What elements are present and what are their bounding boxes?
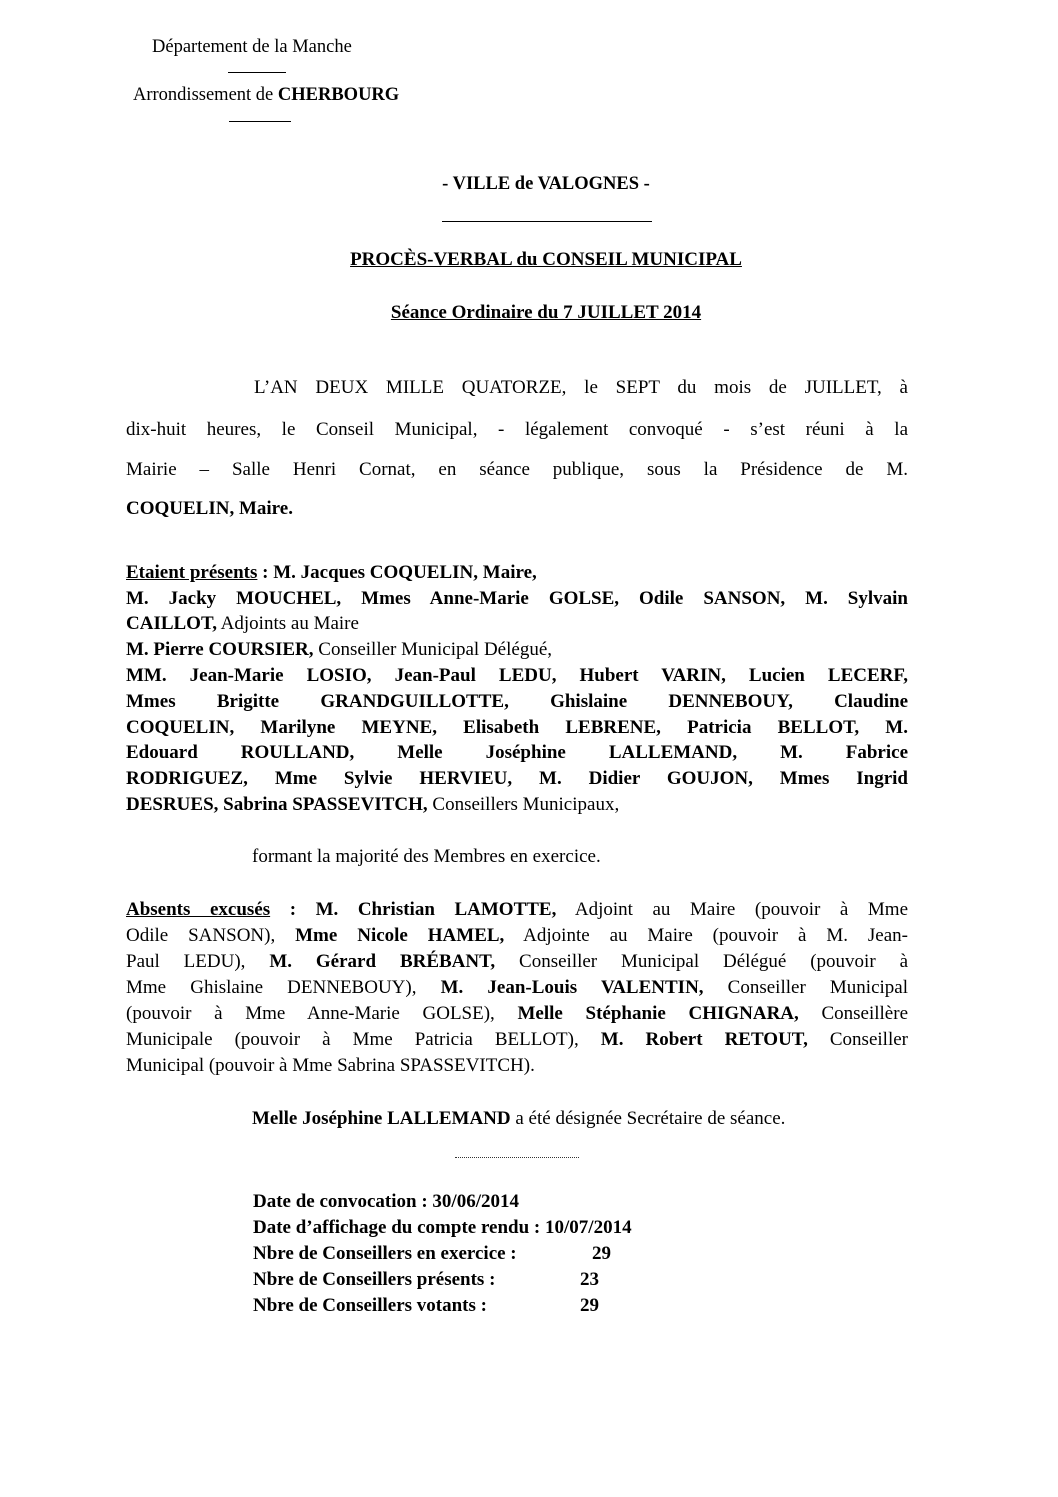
arrondissement-city: CHERBOURG	[277, 85, 400, 105]
intro-line-1: L’AN DEUX MILLE QUATORZE, le SEPT du mois de JUILLET, à	[254, 377, 908, 398]
presents-delegue-role: Conseiller Municipal Délégué,	[313, 639, 553, 660]
intro-line-3: Mairie – Salle Henri Cornat, en séance publique, sous la Présidence de M.	[126, 459, 908, 480]
separator-dotted	[455, 1157, 579, 1158]
ville-title: - VILLE de VALOGNES -	[442, 174, 650, 194]
absents-text: Municipale (pouvoir à Mme Patricia BELLOT),	[126, 1029, 601, 1050]
absents-text: Adjointe au Maire (pouvoir à M. Jean-	[504, 925, 908, 946]
affichage-date: Date d’affichage du compte rendu : 10/07/2014	[253, 1217, 632, 1238]
presents-line-5: MM. Jean-Marie LOSIO, Jean-Paul LEDU, Hubert VARIN, Lucien LECERF,	[126, 665, 908, 686]
count-presents-label: Nbre de Conseillers présents :	[253, 1269, 496, 1290]
presents-conseillers-role: Conseillers Municipaux,	[427, 794, 620, 815]
absents-line-7: Municipal (pouvoir à Mme Sabrina SPASSEVITCH).	[126, 1055, 535, 1076]
arrondissement-heading	[133, 85, 399, 106]
absent-chignara: Melle Stéphanie CHIGNARA,	[517, 1003, 799, 1024]
count-votants-label: Nbre de Conseillers votants :	[253, 1295, 487, 1316]
convocation-date: Date de convocation : 30/06/2014	[253, 1191, 519, 1212]
majority-statement: formant la majorité des Membres en exercice.	[252, 846, 601, 867]
absents-text: (pouvoir à Mme Anne-Marie GOLSE),	[126, 1003, 518, 1024]
presents-label: Etaient présents	[126, 562, 258, 583]
intro-line-4: COQUELIN, Maire.	[126, 498, 293, 519]
absents-text: Conseillère	[798, 1003, 908, 1024]
presents-line-2: M. Jacky MOUCHEL, Mmes Anne-Marie GOLSE, Odile SANSON, M. Sylvain	[126, 588, 908, 609]
absent-brebant: M. Gérard BRÉBANT,	[269, 951, 496, 972]
title-rule	[442, 221, 652, 222]
count-exercice-value: 29	[592, 1243, 611, 1264]
presents-mayor: : M. Jacques COQUELIN, Maire,	[262, 562, 537, 583]
absents-text: Odile SANSON),	[126, 925, 296, 946]
absents-text: Conseiller	[807, 1029, 908, 1050]
absents-line-3	[126, 951, 908, 973]
presents-line-3	[126, 613, 908, 635]
header-rule-2	[229, 121, 291, 122]
absents-label: Absents excusés	[126, 899, 271, 920]
presents-line-4	[126, 639, 908, 661]
presents-last-names: DESRUES, Sabrina SPASSEVITCH,	[126, 794, 428, 815]
absent-hamel: Mme Nicole HAMEL,	[295, 925, 505, 946]
header-rule-1	[228, 72, 286, 73]
absents-text: Paul LEDU),	[126, 951, 270, 972]
intro-line-2: dix-huit heures, le Conseil Municipal, - légalement convoqué - s’est réuni à la	[126, 419, 908, 440]
count-exercice	[253, 1243, 611, 1265]
count-presents	[253, 1269, 599, 1291]
presents-line-10	[126, 794, 908, 816]
pv-title: PROCÈS-VERBAL du CONSEIL MUNICIPAL	[350, 249, 742, 270]
count-exercice-label: Nbre de Conseillers en exercice :	[253, 1243, 517, 1264]
absent-retout: M. Robert RETOUT,	[600, 1029, 808, 1050]
count-votants	[253, 1295, 599, 1317]
presents-line-1	[126, 562, 908, 584]
absent-lamotte: : M. Christian LAMOTTE,	[289, 899, 557, 920]
absents-text: Conseiller Municipal Délégué (pouvoir à	[495, 951, 908, 972]
absents-line-5	[126, 1003, 908, 1025]
absents-line-4	[126, 977, 908, 999]
presents-adjoints-role: Adjoints au Maire	[216, 613, 359, 634]
count-presents-value: 23	[580, 1269, 599, 1290]
absents-line-1	[126, 899, 908, 921]
count-votants-value: 29	[580, 1295, 599, 1316]
presents-line-6: Mmes Brigitte GRANDGUILLOTTE, Ghislaine DENNEBOUY, Claudine	[126, 691, 908, 712]
secretary-statement	[252, 1108, 785, 1130]
secretary-text: a été désignée Secrétaire de séance.	[510, 1108, 786, 1129]
absents-text: Mme Ghislaine DENNEBOUY),	[126, 977, 441, 998]
department-heading: Département de la Manche	[152, 37, 352, 57]
presents-line-8: Edouard ROULLAND, Melle Joséphine LALLEMAND, M. Fabrice	[126, 742, 908, 763]
arrondissement-prefix: Arrondissement de	[133, 85, 278, 105]
secretary-name: Melle Joséphine LALLEMAND	[252, 1108, 511, 1129]
absent-valentin: M. Jean-Louis VALENTIN,	[440, 977, 704, 998]
absents-text: Conseiller Municipal	[703, 977, 908, 998]
absents-line-6	[126, 1029, 908, 1051]
presents-caillot: CAILLOT,	[126, 613, 217, 634]
absent-lamotte-role: Adjoint au Maire (pouvoir à Mme	[556, 899, 909, 920]
presents-coursier: M. Pierre COURSIER,	[126, 639, 314, 660]
presents-line-9: RODRIGUEZ, Mme Sylvie HERVIEU, M. Didier GOUJON, Mmes Ingrid	[126, 768, 908, 789]
seance-title: Séance Ordinaire du 7 JUILLET 2014	[390, 302, 702, 323]
presents-line-7: COQUELIN, Marilyne MEYNE, Elisabeth LEBRENE, Patricia BELLOT, M.	[126, 717, 908, 738]
absents-line-2	[126, 925, 908, 947]
